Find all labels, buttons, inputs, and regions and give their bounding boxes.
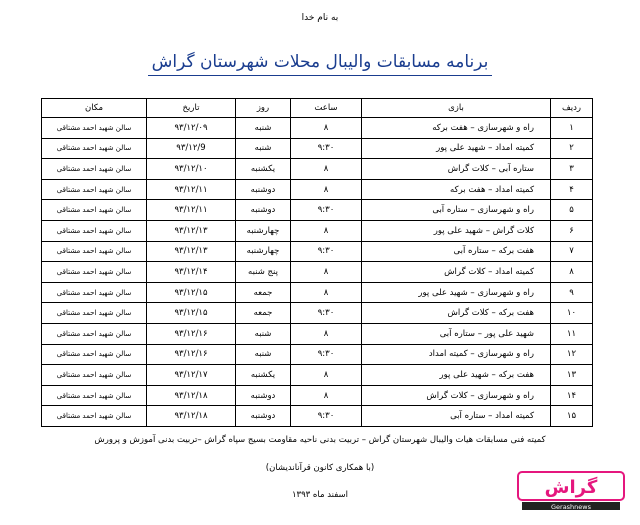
cell-day: شنبه [236, 138, 291, 159]
cell-game: کمیته امداد – هفت برکه [362, 179, 551, 200]
cell-date: ۹۳/۱۲/۱۶ [147, 323, 236, 344]
cell-date: ۹۳/۱۲/۱۱ [147, 179, 236, 200]
cell-time: ۹:۳۰ [291, 138, 362, 159]
cell-radif: ۹ [551, 282, 593, 303]
cell-day: شنبه [236, 344, 291, 365]
cell-place: سالن شهید احمد مشتاقی [42, 159, 147, 180]
cell-day: دوشنبه [236, 406, 291, 427]
cell-date: ۹۳/۱۲/۱۱ [147, 200, 236, 221]
blessing-text: به نام خدا [301, 13, 339, 23]
cell-game: کلات گراش – شهید علی پور [362, 220, 551, 241]
cell-radif: ۱۰ [551, 303, 593, 324]
cell-radif: ۱۳ [551, 365, 593, 386]
schedule-body [42, 118, 593, 427]
cell-date: ۹۳/۱۲/۱۴ [147, 262, 236, 283]
cell-place: سالن شهید احمد مشتاقی [42, 344, 147, 365]
cell-day: دوشنبه [236, 385, 291, 406]
cell-game: کمیته امداد – کلات گراش [362, 262, 551, 283]
cell-date: ۹۳/۱۲/۰۹ [147, 118, 236, 139]
cell-game: راه و شهرسازی – هفت برکه [362, 118, 551, 139]
cell-game: هفت برکه – شهید علی پور [362, 365, 551, 386]
cell-game: هفت برکه – ستاره آبی [362, 241, 551, 262]
cell-game: کمیته امداد – ستاره آبی [362, 406, 551, 427]
header-date: تاریخ [147, 99, 236, 118]
cell-day: یکشنبه [236, 159, 291, 180]
cell-game: کمیته امداد – شهید علی پور [362, 138, 551, 159]
cell-day: شنبه [236, 323, 291, 344]
table-row [42, 385, 593, 406]
cell-place: سالن شهید احمد مشتاقی [42, 118, 147, 139]
cell-time: ۹:۳۰ [291, 344, 362, 365]
cell-radif: ۵ [551, 200, 593, 221]
page-title-text: برنامه مسابقات والیبال محلات شهرستان گراش [148, 52, 493, 76]
table-row [42, 262, 593, 283]
cell-radif: ۱ [551, 118, 593, 139]
page-title [0, 52, 640, 72]
table-row [42, 159, 593, 180]
table-row [42, 179, 593, 200]
cell-game: شهید علی پور – ستاره آبی [362, 323, 551, 344]
logo-wordmark: گراش [544, 477, 598, 498]
cell-place: سالن شهید احمد مشتاقی [42, 303, 147, 324]
cell-date: ۹۳/۱۲/۱۸ [147, 385, 236, 406]
cell-day: جمعه [236, 303, 291, 324]
cell-date: ۹۳/۱۲/۱۸ [147, 406, 236, 427]
cell-place: سالن شهید احمد مشتاقی [42, 323, 147, 344]
cell-date: ۹۳/۱۲/۱۳ [147, 220, 236, 241]
cell-date: ۹۳/۱۲/۱۵ [147, 282, 236, 303]
cell-day: چهارشنبه [236, 220, 291, 241]
cell-day: شنبه [236, 118, 291, 139]
table-row [42, 406, 593, 427]
cell-time: ۹:۳۰ [291, 303, 362, 324]
cell-date: ۹۳/۱۲/۱۵ [147, 303, 236, 324]
cell-time: ۸ [291, 385, 362, 406]
cell-time: ۸ [291, 262, 362, 283]
cell-place: سالن شهید احمد مشتاقی [42, 406, 147, 427]
cell-place: سالن شهید احمد مشتاقی [42, 262, 147, 283]
cooperation-text: (با همکاری کانون قرآناندیشان) [265, 463, 375, 473]
cell-date: ۹۳/۱۲/9 [147, 138, 236, 159]
table-row [42, 365, 593, 386]
table-row [42, 138, 593, 159]
header-game: بازی [362, 99, 551, 118]
date-text: اسفند ماه ۱۳۹۳ [291, 490, 349, 500]
cell-place: سالن شهید احمد مشتاقی [42, 138, 147, 159]
cell-place: سالن شهید احمد مشتاقی [42, 365, 147, 386]
cell-day: یکشنبه [236, 365, 291, 386]
cell-game: راه و شهرسازی – کلات گراش [362, 385, 551, 406]
cell-day: دوشنبه [236, 200, 291, 221]
cell-place: سالن شهید احمد مشتاقی [42, 282, 147, 303]
cell-time: ۸ [291, 159, 362, 180]
header-place: مکان [42, 99, 147, 118]
cell-radif: ۷ [551, 241, 593, 262]
cell-time: ۹:۳۰ [291, 200, 362, 221]
cell-game: هفت برکه – کلات گراش [362, 303, 551, 324]
cell-day: چهارشنبه [236, 241, 291, 262]
cell-radif: ۸ [551, 262, 593, 283]
table-row [42, 118, 593, 139]
table-row [42, 220, 593, 241]
cell-radif: ۳ [551, 159, 593, 180]
table-row [42, 282, 593, 303]
cell-time: ۸ [291, 179, 362, 200]
cell-time: ۸ [291, 220, 362, 241]
cell-place: سالن شهید احمد مشتاقی [42, 179, 147, 200]
cell-place: سالن شهید احمد مشتاقی [42, 385, 147, 406]
cell-date: ۹۳/۱۲/۱۳ [147, 241, 236, 262]
gerashnews-logo [516, 468, 626, 512]
cell-time: ۸ [291, 118, 362, 139]
cell-date: ۹۳/۱۲/۱۰ [147, 159, 236, 180]
cell-time: ۹:۳۰ [291, 406, 362, 427]
cell-radif: ۱۴ [551, 385, 593, 406]
header-radif: ردیف [551, 99, 593, 118]
table-row [42, 200, 593, 221]
cell-time: ۸ [291, 323, 362, 344]
cell-time: ۸ [291, 282, 362, 303]
cell-game: راه و شهرسازی – شهید علی پور [362, 282, 551, 303]
cell-time: ۹:۳۰ [291, 241, 362, 262]
table-header-row [42, 99, 593, 118]
cell-game: ستاره آبی – کلات گراش [362, 159, 551, 180]
cell-radif: ۴ [551, 179, 593, 200]
cell-game: راه و شهرسازی – ستاره آبی [362, 200, 551, 221]
table-row [42, 344, 593, 365]
schedule-table [41, 98, 593, 427]
cell-date: ۹۳/۱۲/۱۷ [147, 365, 236, 386]
cell-radif: ۶ [551, 220, 593, 241]
cell-place: سالن شهید احمد مشتاقی [42, 241, 147, 262]
cell-place: سالن شهید احمد مشتاقی [42, 220, 147, 241]
header-time: ساعت [291, 99, 362, 118]
table-row [42, 303, 593, 324]
cell-day: دوشنبه [236, 179, 291, 200]
organizers-text: کمیته فنی مسابقات هیات والیبال شهرستان گراش – تربیت بدنی ناحیه مقاومت بسیج سپاه گراش –تربیت بدنی آموزش و پرورش [94, 435, 546, 445]
cell-date: ۹۳/۱۲/۱۶ [147, 344, 236, 365]
cell-day: پنج شنبه [236, 262, 291, 283]
cell-time: ۸ [291, 365, 362, 386]
cell-game: راه و شهرسازی – کمیته امداد [362, 344, 551, 365]
cell-day: جمعه [236, 282, 291, 303]
cell-radif: ۱۲ [551, 344, 593, 365]
table-row [42, 241, 593, 262]
cell-radif: ۱۱ [551, 323, 593, 344]
cell-radif: ۱۵ [551, 406, 593, 427]
header-day: روز [236, 99, 291, 118]
cell-radif: ۲ [551, 138, 593, 159]
cell-place: سالن شهید احمد مشتاقی [42, 200, 147, 221]
logo-subtext: Gerashnews [550, 503, 592, 511]
table-row [42, 323, 593, 344]
